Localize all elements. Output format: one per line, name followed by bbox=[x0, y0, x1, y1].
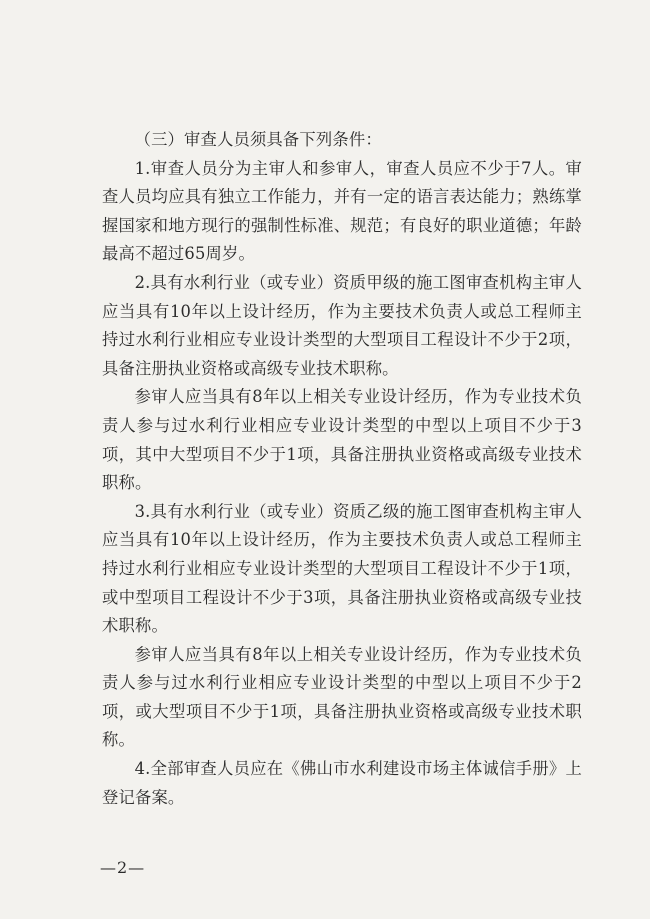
paragraph-item-2-reviewer: 参审人应当具有8年以上相关专业设计经历，作为专业技术负责人参与过水利行业相应专业设计类型的中型以上项目不少于3项，其中大型项目不少于1项，具备注册执业资格或高级专业技术职称。 bbox=[102, 387, 582, 493]
paragraph-item-3-reviewer: 参审人应当具有8年以上相关专业设计经历，作为专业技术负责人参与过水利行业相应专业设计类型的中型以上项目不少于2项，或大型项目不少于1项，具备注册执业资格或高级专业技术职称。 bbox=[102, 644, 582, 750]
paragraph-item-4: 4.全部审查人员应在《佛山市水利建设市场主体诚信手册》上登记备案。 bbox=[102, 759, 582, 807]
paragraph-item-1: 1.审查人员分为主审人和参审人，审查人员应不少于7人。审查人员均应具有独立工作能力，并有一定的语言表达能力；熟练掌握国家和地方现行的强制性标准、规范；有良好的职业道德；年龄最高不超过65周岁。 bbox=[102, 158, 582, 264]
page-number: —2— bbox=[100, 858, 146, 877]
section-heading: （三）审查人员须具备下列条件： bbox=[134, 130, 382, 149]
document-body bbox=[102, 126, 582, 812]
paragraph-item-2: 2.具有水利行业（或专业）资质甲级的施工图审查机构主审人应当具有10年以上设计经历，作为主要技术负责人或总工程师主持过水利行业相应专业设计类型的大型项目工程设计不少于2项，具备注册执业资格或高级专业技术职称。 bbox=[102, 272, 582, 378]
paragraph-item-3: 3.具有水利行业（或专业）资质乙级的施工图审查机构主审人应当具有10年以上设计经历，作为主要技术负责人或总工程师主持过水利行业相应专业设计类型的大型项目工程设计不少于1项，或中型项目工程设计不少于3项，具备注册执业资格或高级专业技术职称。 bbox=[102, 501, 582, 636]
